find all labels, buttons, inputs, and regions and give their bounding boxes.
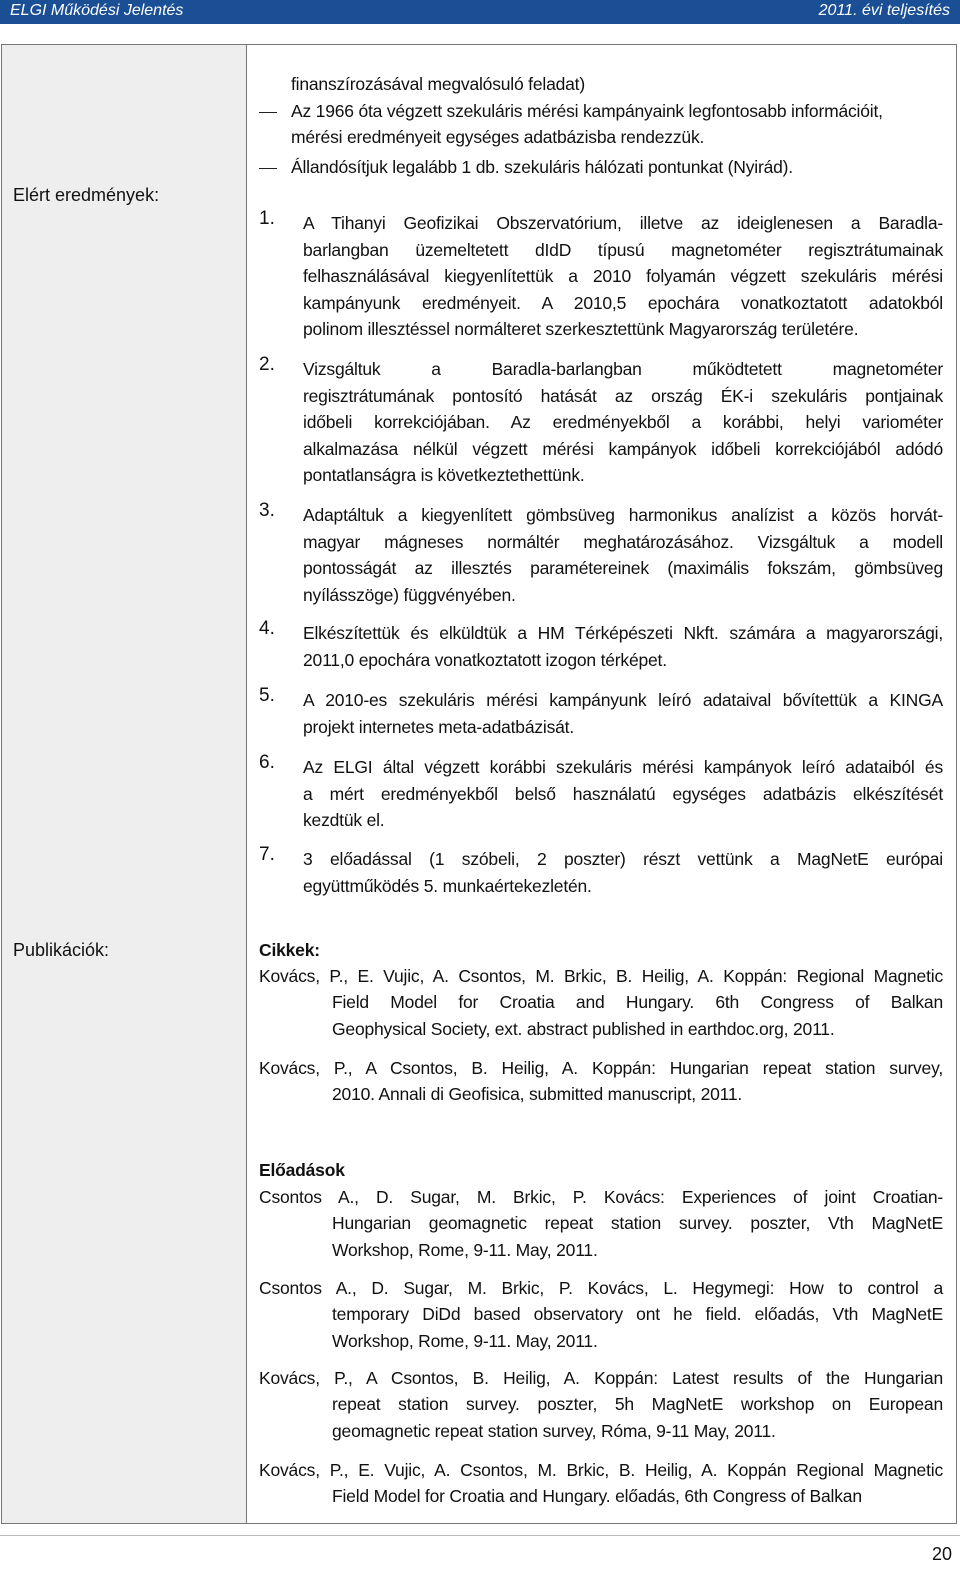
result-number: 7. (259, 844, 275, 865)
result-line: időbeli korrekciójában. Az eredményekből a korábbi, helyi variométer (303, 412, 943, 432)
result-line: nyílásszöge) függvényében. (303, 584, 516, 605)
result-line: Adaptáltuk a kiegyenlített gömbsüveg harmonikus analízist a közös horvát- (303, 505, 943, 525)
page-header (0, 0, 960, 24)
reference-line: Kovács, P., E. Vujic, A. Csontos, M. Brkic, B. Heilig, A. Koppán: Regional Magnetic (259, 966, 943, 986)
result-number: 1. (259, 208, 275, 229)
reference-line: Csontos A., D. Sugar, M. Brkic, P. Kovács, L. Hegymegi: How to control a (259, 1278, 943, 1298)
result-line: Az ELGI által végzett korábbi szekuláris mérési kampányok leíró adataiból és (303, 757, 943, 777)
dash-bullet-icon (259, 168, 277, 169)
result-line: pontosságát az illesztés paramétereinek (maximális fokszám, gömbsüveg (303, 558, 943, 578)
result-line: A Tihanyi Geofizikai Obszervatórium, illetve az ideiglenesen a Baradla- (303, 213, 943, 233)
result-line: alkalmazása nélkül végzett mérési kampányok időbeli korrekciójából adódó (303, 438, 943, 459)
reference-line: Field Model for Croatia and Hungary. 6th Congress of Balkan (332, 992, 943, 1013)
reference-line: Geophysical Society, ext. abstract published in earthdoc.org, 2011. (332, 1018, 835, 1039)
result-number: 5. (259, 685, 275, 706)
continuation-line: finanszírozásával megvalósuló feladat) (291, 74, 585, 94)
bullet-item (259, 154, 793, 181)
reference-line: Kovács, P., E. Vujic, A. Csontos, M. Brkic, B. Heilig, A. Koppán Regional Magnetic (259, 1460, 943, 1480)
result-number: 3. (259, 500, 275, 521)
footer-rule (0, 1535, 960, 1536)
result-line: kampányunk eredményeit. A 2010,5 epochára vonatkoztatott adatokból (303, 292, 943, 313)
dash-bullet-icon (259, 112, 277, 113)
result-number: 2. (259, 354, 275, 375)
result-line: felhasználásával kiegyenlítettük a 2010 folyamán végzett szekuláris mérési (303, 266, 943, 286)
result-line: a mért eredményekből belső használatú egységes adatbázis elkészítését (303, 783, 943, 804)
reference-line: Field Model for Croatia and Hungary. előadás, 6th Congress of Balkan (332, 1486, 862, 1507)
result-line: regisztrátumának pontosító hatását az ország ÉK-i szekuláris pontjainak (303, 385, 943, 406)
reference-line: geomagnetic repeat station survey, Róma, 9-11 May, 2011. (332, 1420, 776, 1441)
reference-line: Kovács, P., A Csontos, B. Heilig, A. Koppán: Hungarian repeat station survey, (259, 1058, 943, 1078)
bullet-text: Állandósítjuk legalább 1 db. szekuláris hálózati pontunkat (Nyirád). (291, 157, 793, 177)
result-line: pontatlanságra is következtethettünk. (303, 465, 585, 485)
publications-label: Publikációk: (13, 940, 110, 960)
result-line: A 2010-es szekuláris mérési kampányunk leíró adataival bővítettük a KINGA (303, 690, 943, 710)
page-number: 20 (931, 1544, 952, 1564)
reference-line: Csontos A., D. Sugar, M. Brkic, P. Kovács: Experiences of joint Croatian- (259, 1187, 943, 1207)
report-title: ELGI Működési Jelentés (10, 2, 184, 19)
reference-line: Hungarian geomagnetic repeat station survey. poszter, Vth MagNetE (332, 1213, 943, 1234)
reference-line: 2010. Annali di Geofisica, submitted manuscript, 2011. (332, 1084, 743, 1105)
reference-line: Workshop, Rome, 9-11. May, 2011. (332, 1330, 598, 1351)
result-line: barlangban üzemeltetett dIdD típusú magnetométer regisztrátumainak (303, 239, 943, 260)
articles-heading: Cikkek: (259, 940, 320, 960)
bullet-text: Az 1966 óta végzett szekuláris mérési kampányaink legfontosabb információit, (291, 101, 883, 121)
reference-line: Kovács, P., A Csontos, B. Heilig, A. Koppán: Latest results of the Hungarian (259, 1368, 943, 1388)
result-line: Elkészítettük és elküldtük a HM Térképészeti Nkft. számára a magyarországi, (303, 623, 943, 643)
bullet-continuation: mérési eredményeit egységes adatbázisba rendezzük. (291, 127, 705, 147)
result-line: projekt internetes meta-adatbázisát. (303, 716, 575, 737)
result-line: 2011,0 epochára vonatkoztatott izogon térképet. (303, 649, 667, 670)
result-line: polinom illesztéssel normálteret szerkesztettünk Magyarország területére. (303, 319, 859, 339)
reference-line: repeat station survey. poszter, 5h MagNetE workshop on European (332, 1394, 943, 1415)
talks-heading: Előadások (259, 1160, 345, 1180)
result-line: kezdtük el. (303, 810, 385, 830)
reference-line: temporary DiDd based observatory ont he field. előadás, Vth MagNetE (332, 1304, 943, 1325)
result-line: magyar mágneses normáltér meghatározásához. Vizsgáltuk a modell (303, 531, 943, 552)
reference-line: Workshop, Rome, 9-11. May, 2011. (332, 1239, 598, 1260)
bullet-item (259, 98, 883, 125)
result-line: együttműködés 5. munkaértekezletén. (303, 875, 592, 896)
result-number: 4. (259, 618, 275, 639)
result-line: Vizsgáltuk a Baradla-barlangban működtetett magnetométer (303, 359, 943, 379)
report-period: 2011. évi teljesítés (818, 2, 950, 19)
results-label: Elért eredmények: (13, 185, 160, 205)
label-column (2, 45, 247, 1523)
result-number: 6. (259, 752, 275, 773)
result-line: 3 előadással (1 szóbeli, 2 poszter) részt vettünk a MagNetE európai (303, 849, 943, 869)
